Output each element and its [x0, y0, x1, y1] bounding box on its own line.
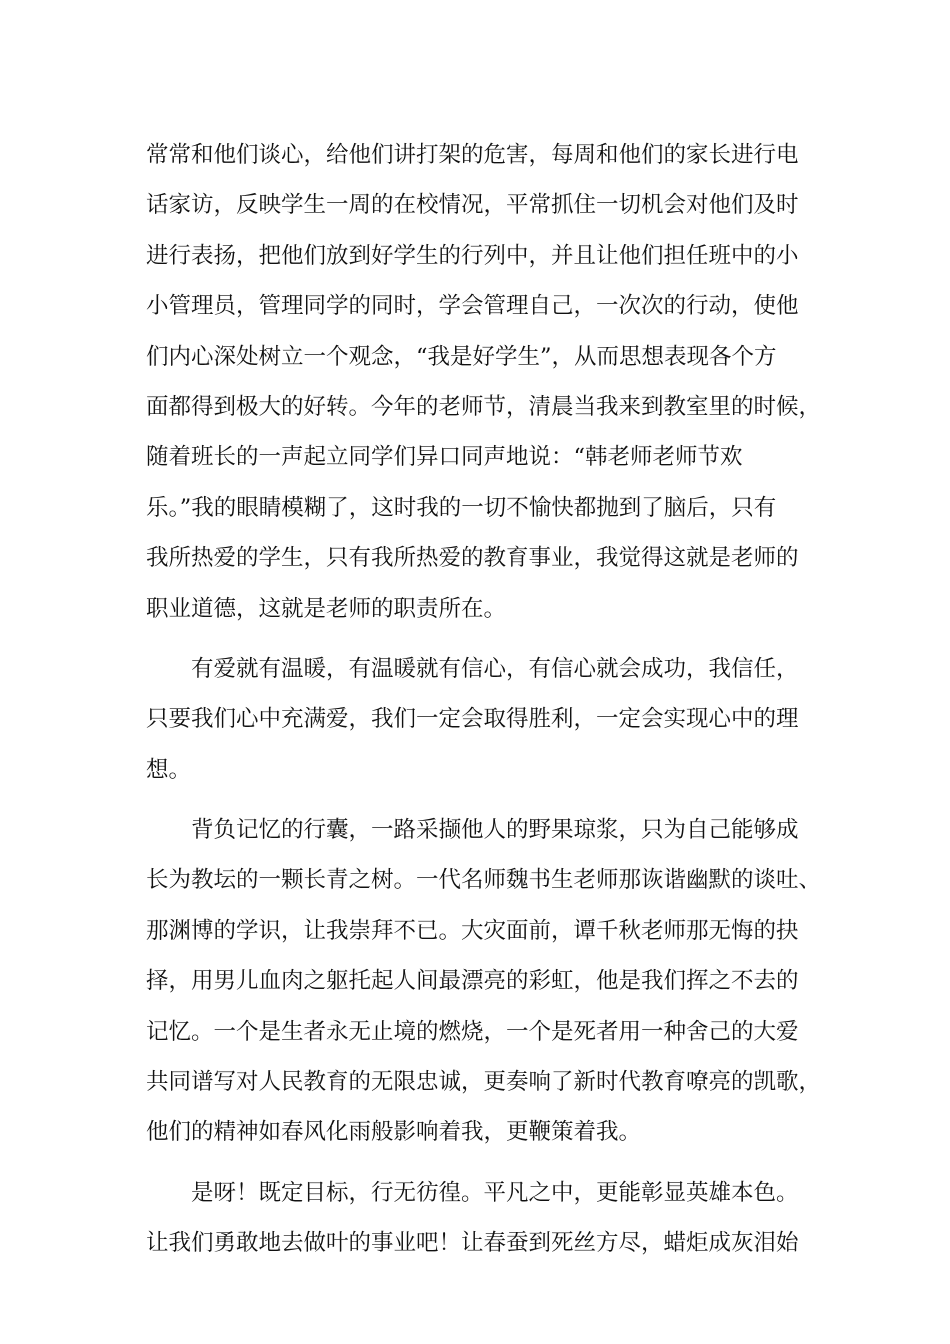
text-line: 职业道德，这就是老师的职责所在。	[146, 595, 507, 622]
paragraph-1	[146, 130, 822, 634]
text-line: 们内心深处树立一个观念，“我是好学生”，从而思想表现各个方	[146, 343, 777, 370]
text-line: 想。	[146, 756, 192, 783]
paragraph-spacer	[146, 634, 806, 644]
paragraph-spacer	[146, 795, 806, 805]
text-line: 那渊博的学识，让我崇拜不已。大灾面前，谭千秋老师那无悔的抉	[146, 917, 799, 944]
text-line: 我所热爱的学生，只有我所热爱的教育事业，我觉得这就是老师的	[146, 545, 799, 572]
paragraph-3	[146, 805, 822, 1158]
document-page	[146, 130, 822, 1269]
text-line: 只要我们心中充满爱，我们一定会取得胜利，一定会实现心中的理	[146, 706, 799, 733]
text-line: 常常和他们谈心，给他们讲打架的危害，每周和他们的家长进行电	[146, 142, 799, 168]
text-line-indented: 有爱就有温暖，有温暖就有信心，有信心就会成功，我信任，	[191, 655, 799, 682]
text-line: 进行表扬，把他们放到好学生的行列中，并且让他们担任班中的小	[146, 242, 799, 269]
text-line-indented: 背负记忆的行囊，一路采撷他人的野果琼浆，只为自己能够成	[191, 817, 799, 844]
text-line: 让我们勇敢地去做叶的事业吧！让春蚕到死丝方尽，蜡炬成灰泪始	[146, 1230, 799, 1257]
text-line: 共同谱写对人民教育的无限忠诚，更奏响了新时代教育嘹亮的凯歌，	[146, 1069, 822, 1096]
text-line: 记忆。一个是生者永无止境的燃烧，一个是死者用一种舍己的大爱	[146, 1018, 799, 1045]
paragraph-spacer	[146, 1158, 806, 1168]
paragraph-2	[146, 644, 806, 795]
text-line: 长为教坛的一颗长青之树。一代名师魏书生老师那诙谐幽默的谈吐、	[146, 867, 822, 894]
text-line: 小管理员，管理同学的同时，学会管理自己，一次次的行动，使他	[146, 293, 799, 320]
text-line: 他们的精神如春风化雨般影响着我，更鞭策着我。	[146, 1119, 642, 1146]
text-line: 面都得到极大的好转。今年的老师节，清晨当我来到教室里的时候，	[146, 393, 822, 420]
text-line: 乐。”我的眼睛模糊了，这时我的一切不愉快都抛到了脑后，只有	[146, 494, 777, 521]
text-line: 随着班长的一声起立同学们异口同声地说：“韩老师老师节欢	[146, 444, 743, 471]
text-line: 话家访，反映学生一周的在校情况，平常抓住一切机会对他们及时	[146, 192, 799, 219]
paragraph-4	[146, 1168, 806, 1269]
text-line: 择，用男儿血肉之躯托起人间最漂亮的彩虹，他是我们挥之不去的	[146, 968, 799, 995]
text-line-indented: 是呀！既定目标，行无彷徨。平凡之中，更能彰显英雄本色。	[191, 1179, 799, 1206]
